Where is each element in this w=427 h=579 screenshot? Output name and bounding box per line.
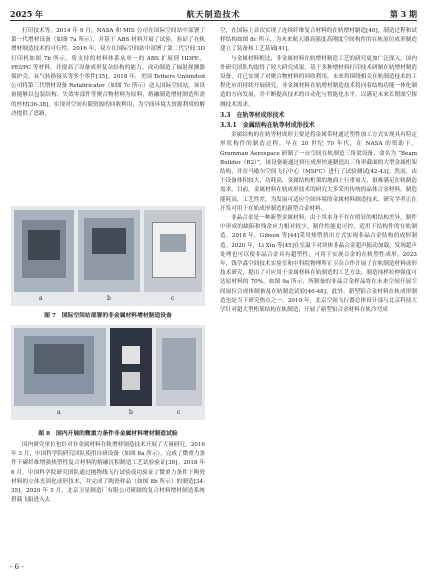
right-column <box>220 27 417 315</box>
left-column-bottom <box>11 441 205 505</box>
page-number: - 6 - <box>10 563 24 571</box>
header-rule <box>10 20 417 21</box>
figure-8a-label: a <box>57 409 61 416</box>
paragraph: 打印技术等。2014 年 9 月，NASA 和 MIS 公司在国际空间站中部署了第一代增材设备（如图 7a 所示），并基于 ABS 材料开展了试验，验证了在轨增材制造技术的可行性。2016 年，双方在国际空间站中部署了第二代空间 3D 打印机如图 7b 所示，将支持的材料体系从单一的 ABS 扩展到 HDPE、PEI/PC 等材料，并提高了设备成形复杂结构的能力，成功制造了辐射探测器保护壳、氧气转换接头等多个零件[35]。2018 年，美国 Tethers Unlimited 公司将第三代增材设备 Refabricator（如图 7c 所示）送入国际空间站，该设备能够以包装结构、失效零部件等聚合物材料为原料，熔融制造增材制造所需的丝材[36-38]，实现对空间有限资源的回收利用，为空间环境大资源利用的解决提供了思路。 <box>11 28 205 117</box>
figure-7c-panel <box>144 210 202 292</box>
figure-7b-label: b <box>107 295 111 302</box>
header-issue: 第 3 期 <box>389 9 417 19</box>
figure-7-image <box>11 206 205 306</box>
figure-7b-panel <box>78 210 140 292</box>
paragraph: 国内研究单位也针对非金属材料在轨增材制造技术开展了大量研究。2016 年 3 月，中国科学院研究团队使用自研设备（如图 8a 所示），完成了微重力条件下碳纤维增强热塑性复合材料的熔融沉积制造工艺试验验证[39]。2018 年 6 月，中国科学院研究团队通过抛物线飞行试验成功验证了微重力条件下陶瓷材料的立体光固化成形技术，并完成了陶瓷样品（如图 8b 所示）的制造[34-35]。2020 年 5 月，北京卫星制造厂有限公司研制的复合材料增材制造系统搭载飞船进入太 <box>11 442 205 504</box>
section-heading: 3.3 在轨等材成形技术 <box>220 111 285 119</box>
subsection-heading: 3.3.1 金属结构在轨等材成形技术 <box>220 122 315 130</box>
figure-8c-label: c <box>177 409 181 416</box>
left-column-top <box>11 27 205 119</box>
figure-8-image <box>11 325 205 420</box>
figure-8-caption: 图 8 国内开展的微重力条件非金属材料增材制造试验 <box>38 431 178 437</box>
figure-7a-panel <box>14 210 74 292</box>
figure-7-caption: 图 7 国际空间站部署的非金属材料增材制造设备 <box>44 313 172 319</box>
figure-8a-panel <box>14 328 106 406</box>
paragraph: 非晶合金是一种新型金属材料，由于其本身不存在明显的相结构差异，制件中形成的缺陷和残余应力相对较少，制件性能更可控，适用于结构件的在轨制造。2018 年，Gibson 等[44]采用热塑挤出方式实现非晶合金结构的成形制造。2020 年，Li Xin 等[45]在室温下对块体非晶合金超声振动加载，发现超声处理也可以使非晶合金具有超塑性，可用于实现合金的在轨塑性成形。2023 年，钱学森空间技术实验室和中科院物理所正卫杂合作开展了在轨制造材料成形技术研究，提出了可应用于金属材料在轨制造的工艺方法，制造纯样拉伸强度可达原材料的 70%，如图 9a 所示，所制备的非晶合金样品将在未来空间开展空间展位合成体制备及在轨制造试验[46-48]。此外，新型铝合金材料在轨成形制造也是当下研究热点之一。2019 年，北京空间飞行器总体设计部与北京科技大学针对超大型桁架结构在轨制造，开展了新型铝合金材料在轨冷弯成 <box>220 215 417 314</box>
header-journal: 航天制造技术 <box>186 9 241 19</box>
figure-8b-label: b <box>129 409 133 416</box>
figure-7a-label: a <box>39 295 43 302</box>
figure-7c-label: c <box>171 295 175 302</box>
paragraph: 金属结构的在轨等材成形主要是将金属带材通过塑性加工方式实现具有特定形状构件的制造过程。早在 20 世纪 70 年代，在 NASA 的资助下，Grumman Aerospace 研制了一台空间在轨制造三角梁设备，命名为 “Beam Builder（B2）”，该设备能通过挤压成形快速制造出三角形截面的大型金属桁架结构，并在马歇尔空间飞行中心（MSFC）进行了试验测试[42-43]。然而，由于设备体积较大，功耗高，金属结构桁架的地面上行重量大，很难满足在轨制造需求。目前，金属材料在轨成形技术的研究大多采用传统的晶体合金材料，制造能耗高、工艺性差，为发展可适应空间环境的金属材料制造技术，研究学者正在开发可用于在轨成形制造的新型合金材料。 <box>220 132 417 212</box>
figure-8c-panel <box>156 328 202 406</box>
paragraph: 与金属材料相比，非金属材料在轨增材制造工艺的研究更加广泛深入，国内外研究团队均取得了较大研究成果，基于多种增材料打印技术研制在轨增材制造设备，并已实现了对聚合物材料的回收利用，未来将围绕相关在轨制造技术的工程化应用持续开展研究。非金属材料在轨增材制造技术将向着结构功能一体化制造的方向发展，并不断提高技术的自动化与智能化水平，以满足未来长期深空探测技术需求。 <box>220 55 417 108</box>
figure-8b-panel <box>110 328 152 406</box>
header-year: 2025 年 <box>10 9 44 19</box>
paragraph: 空，在国际上首次实现了连续纤维复合材料的在轨增材制造[40]，制造过程和试样结构如图 8c 所示，为未来航天器高强度高刚度空间构件的在轨原位成形制造建立了装备和工艺基础[41]。 <box>220 28 417 53</box>
